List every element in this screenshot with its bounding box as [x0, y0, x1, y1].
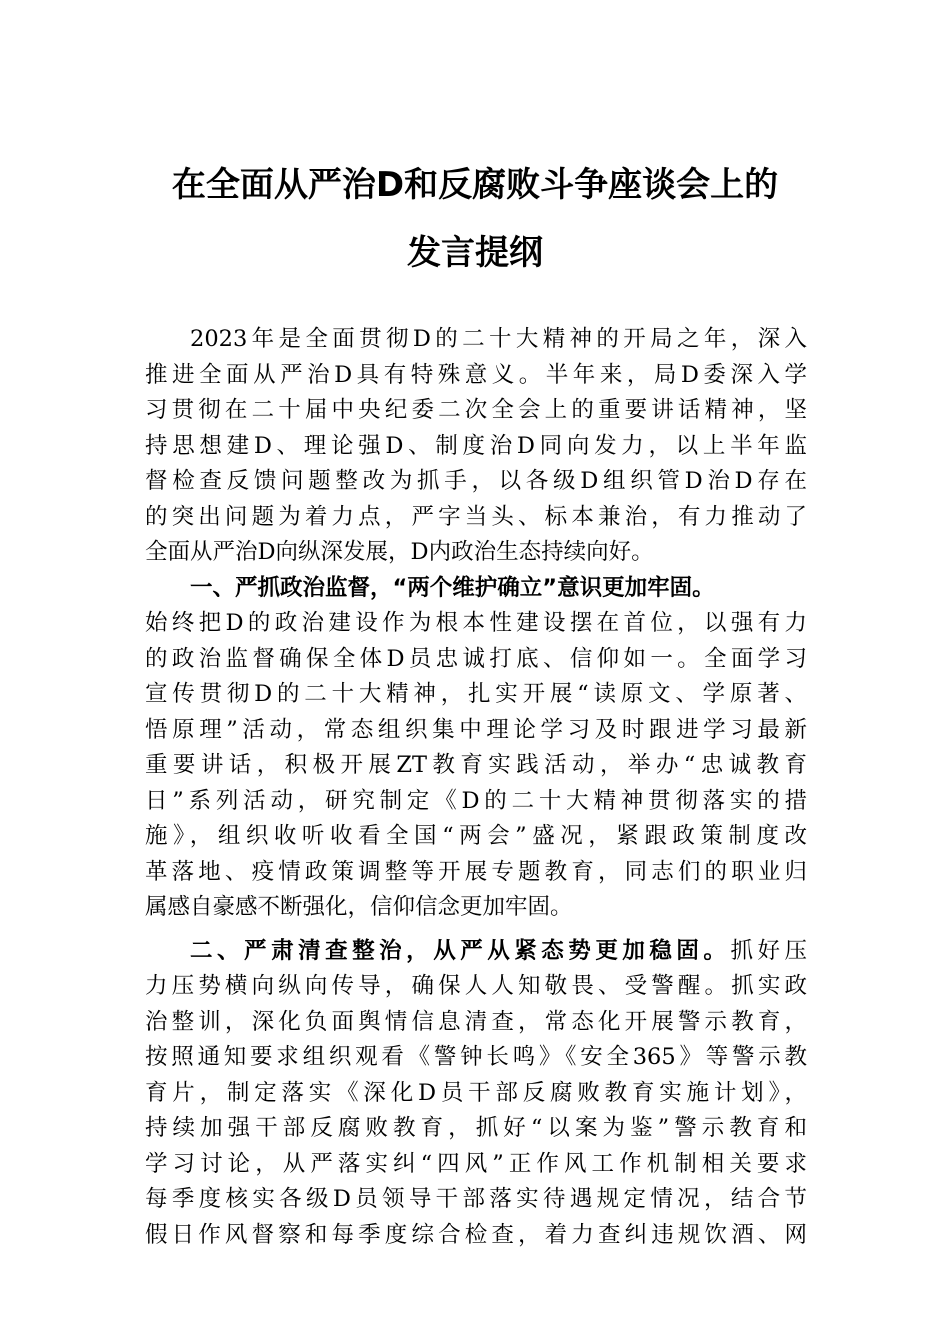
paragraph-line: 宣传贯彻D的二十大精神，扎实开展“读原文、学原著、: [145, 681, 807, 707]
paragraph-line: 育片，制定落实《深化D员干部反腐败教育实施计划》，: [145, 1079, 807, 1106]
paragraph-line: 持续加强干部反腐败教育，抓好“以案为鉴”警示教育和: [145, 1115, 807, 1141]
document-body: [145, 322, 807, 1253]
paragraph-line: 力压势横向纵向传导，确保人人知敬畏、受警醒。抓实政: [145, 973, 807, 999]
paragraph-line: 假日作风督察和每季度综合检查，着力查纠违规饮酒、网: [145, 1221, 807, 1248]
paragraph-line: 日”系列活动，研究制定《D的二十大精神贯彻落实的措: [145, 787, 807, 814]
document-title-line-2: 发言提纲: [407, 233, 543, 273]
paragraph-line: 治整训，深化负面舆情信息清查，常态化开展警示教育，: [145, 1008, 807, 1035]
paragraph-line: 重要讲话，积极开展ZT教育实践活动，举办“忠诚教育: [145, 752, 807, 778]
paragraph-line: 的政治监督确保全体D员忠诚打底、信仰如一。全面学习: [145, 645, 807, 672]
paragraph-line: 习贯彻在二十届中央纪委二次全会上的重要讲话精神，坚: [145, 397, 807, 423]
paragraph-line: 每季度核实各级D员领导干部落实待遇规定情况，结合节: [145, 1186, 807, 1212]
paragraph-line: 始终把D的政治建设作为根本性建设摆在首位，以强有力: [145, 610, 807, 636]
section-heading-2: 二、严肃清查整治，从严从紧态势更加稳固。: [190, 937, 731, 964]
paragraph-line: 督检查反馈问题整改为抓手，以各级D组织管D治D存在: [145, 468, 807, 494]
paragraph-line: 按照通知要求组织观看《警钟长鸣》《安全365》等警示教: [145, 1044, 807, 1070]
paragraph-line: 推进全面从严治D具有特殊意义。半年来，局D委深入学: [145, 361, 807, 388]
paragraph-line: 持思想建D、理论强D、制度治D同向发力，以上半年监: [145, 432, 807, 459]
paragraph-line: 属感自豪感不断强化，信仰信念更加牢固。: [145, 894, 573, 920]
paragraph-line: 革落地、疫情政策调整等开展专题教育，同志们的职业归: [145, 858, 807, 885]
paragraph-text: 抓好压: [730, 937, 807, 964]
paragraph-line: 全面从严治D向纵深发展，D内政治生态持续向好。: [145, 539, 654, 565]
paragraph-line: 悟原理”活动，常态组织集中理论学习及时跟进学习最新: [145, 716, 807, 743]
document-title-line-1: 在全面从严治D和反腐败斗争座谈会上的: [171, 165, 779, 205]
section-heading-1: 一、严抓政治监督，“两个维护确立”意识更加牢固。: [190, 574, 715, 601]
paragraph-line: 施》，组织收听收看全国“两会”盛况，紧跟政策制度改: [145, 823, 807, 849]
paragraph-line: 学习讨论，从严落实纠“四风”正作风工作机制相关要求: [145, 1150, 807, 1177]
paragraph-line: [145, 934, 807, 970]
paragraph-line: 2023年是全面贯彻D的二十大精神的开局之年，深入: [190, 326, 807, 352]
paragraph-line: 的突出问题为着力点，严字当头、标本兼治，有力推动了: [145, 503, 807, 530]
